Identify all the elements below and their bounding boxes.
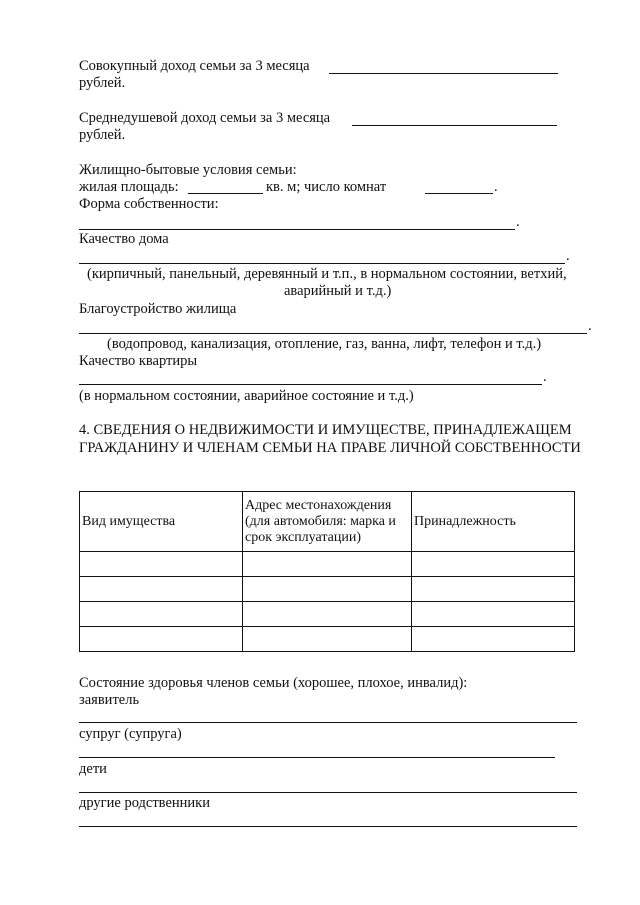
avg-income-label: Среднедушевой доход семьи за 3 месяца xyxy=(79,110,331,126)
housing-conditions-label: Жилищно-бытовые условия семьи: xyxy=(79,162,297,178)
property-table xyxy=(79,491,575,652)
table-cell[interactable] xyxy=(412,602,575,627)
table-cell[interactable] xyxy=(412,552,575,577)
avg-income-field[interactable] xyxy=(352,125,557,126)
avg-income-unit: рублей. xyxy=(79,127,126,143)
table-row xyxy=(80,627,575,652)
column-header: Вид имущества xyxy=(80,492,243,552)
applicant-health-field[interactable] xyxy=(79,722,577,723)
ownership-label: Форма собственности: xyxy=(79,196,219,212)
total-income-label: Совокупный доход семьи за 3 месяца xyxy=(79,58,310,74)
ownership-end: . xyxy=(516,214,520,230)
living-area-unit: кв. м; число комнат xyxy=(266,179,387,195)
table-row xyxy=(80,552,575,577)
table-cell[interactable] xyxy=(243,577,412,602)
living-area-label: жилая площадь: xyxy=(79,179,179,195)
flat-quality-label: Качество квартиры xyxy=(79,353,198,369)
rooms-count-field[interactable] xyxy=(425,193,493,194)
total-income-unit: рублей. xyxy=(79,75,126,91)
total-income-field[interactable] xyxy=(329,73,558,74)
table-cell[interactable] xyxy=(80,627,243,652)
amenities-end: . xyxy=(588,318,592,334)
rooms-count-end: . xyxy=(494,179,498,195)
table-cell[interactable] xyxy=(243,552,412,577)
children-label: дети xyxy=(79,761,107,777)
living-area-field[interactable] xyxy=(188,193,263,194)
house-quality-hint: (кирпичный, панельный, деревянный и т.п., в нормальном состоянии, ветхий, xyxy=(87,266,567,282)
relatives-label: другие родственники xyxy=(79,795,210,811)
amenities-label: Благоустройство жилища xyxy=(79,301,237,317)
spouse-label: супруг (супруга) xyxy=(79,726,182,742)
table-row xyxy=(80,602,575,627)
table-cell[interactable] xyxy=(412,627,575,652)
house-quality-end: . xyxy=(566,248,570,264)
table-row xyxy=(80,577,575,602)
section-4-heading: 4. СВЕДЕНИЯ О НЕДВИЖИМОСТИ И ИМУЩЕСТВЕ, ПРИНАДЛЕЖАЩЕМ ГРАЖДАНИНУ И ЧЛЕНАМ СЕМЬИ НА ПРАВЕ ЛИЧНОЙ СОБСТВЕННОСТИ xyxy=(79,422,581,456)
table-cell[interactable] xyxy=(80,552,243,577)
spouse-health-field[interactable] xyxy=(79,757,555,758)
table-cell[interactable] xyxy=(243,602,412,627)
table-cell[interactable] xyxy=(412,577,575,602)
house-quality-hint-2: аварийный и т.д.) xyxy=(284,283,392,299)
health-label: Состояние здоровья членов семьи (хорошее, плохое, инвалид): xyxy=(79,675,468,691)
table-header-row xyxy=(80,492,575,552)
table-cell[interactable] xyxy=(80,602,243,627)
amenities-hint: (водопровод, канализация, отопление, газ, ванна, лифт, телефон и т.д.) xyxy=(107,336,542,352)
relatives-health-field[interactable] xyxy=(79,826,577,827)
house-quality-field[interactable] xyxy=(79,263,565,264)
ownership-field[interactable] xyxy=(79,229,515,230)
column-header: Адрес местонахождения (для автомобиля: марка и срок эксплуатации) xyxy=(243,492,412,552)
flat-quality-field[interactable] xyxy=(79,384,542,385)
flat-quality-end: . xyxy=(543,369,547,385)
flat-quality-hint: (в нормальном состоянии, аварийное состояние и т.д.) xyxy=(79,388,414,404)
applicant-label: заявитель xyxy=(79,692,140,708)
table-cell[interactable] xyxy=(80,577,243,602)
children-health-field[interactable] xyxy=(79,792,577,793)
column-header: Принадлежность xyxy=(412,492,575,552)
house-quality-label: Качество дома xyxy=(79,231,169,247)
amenities-field[interactable] xyxy=(79,333,587,334)
table-cell[interactable] xyxy=(243,627,412,652)
